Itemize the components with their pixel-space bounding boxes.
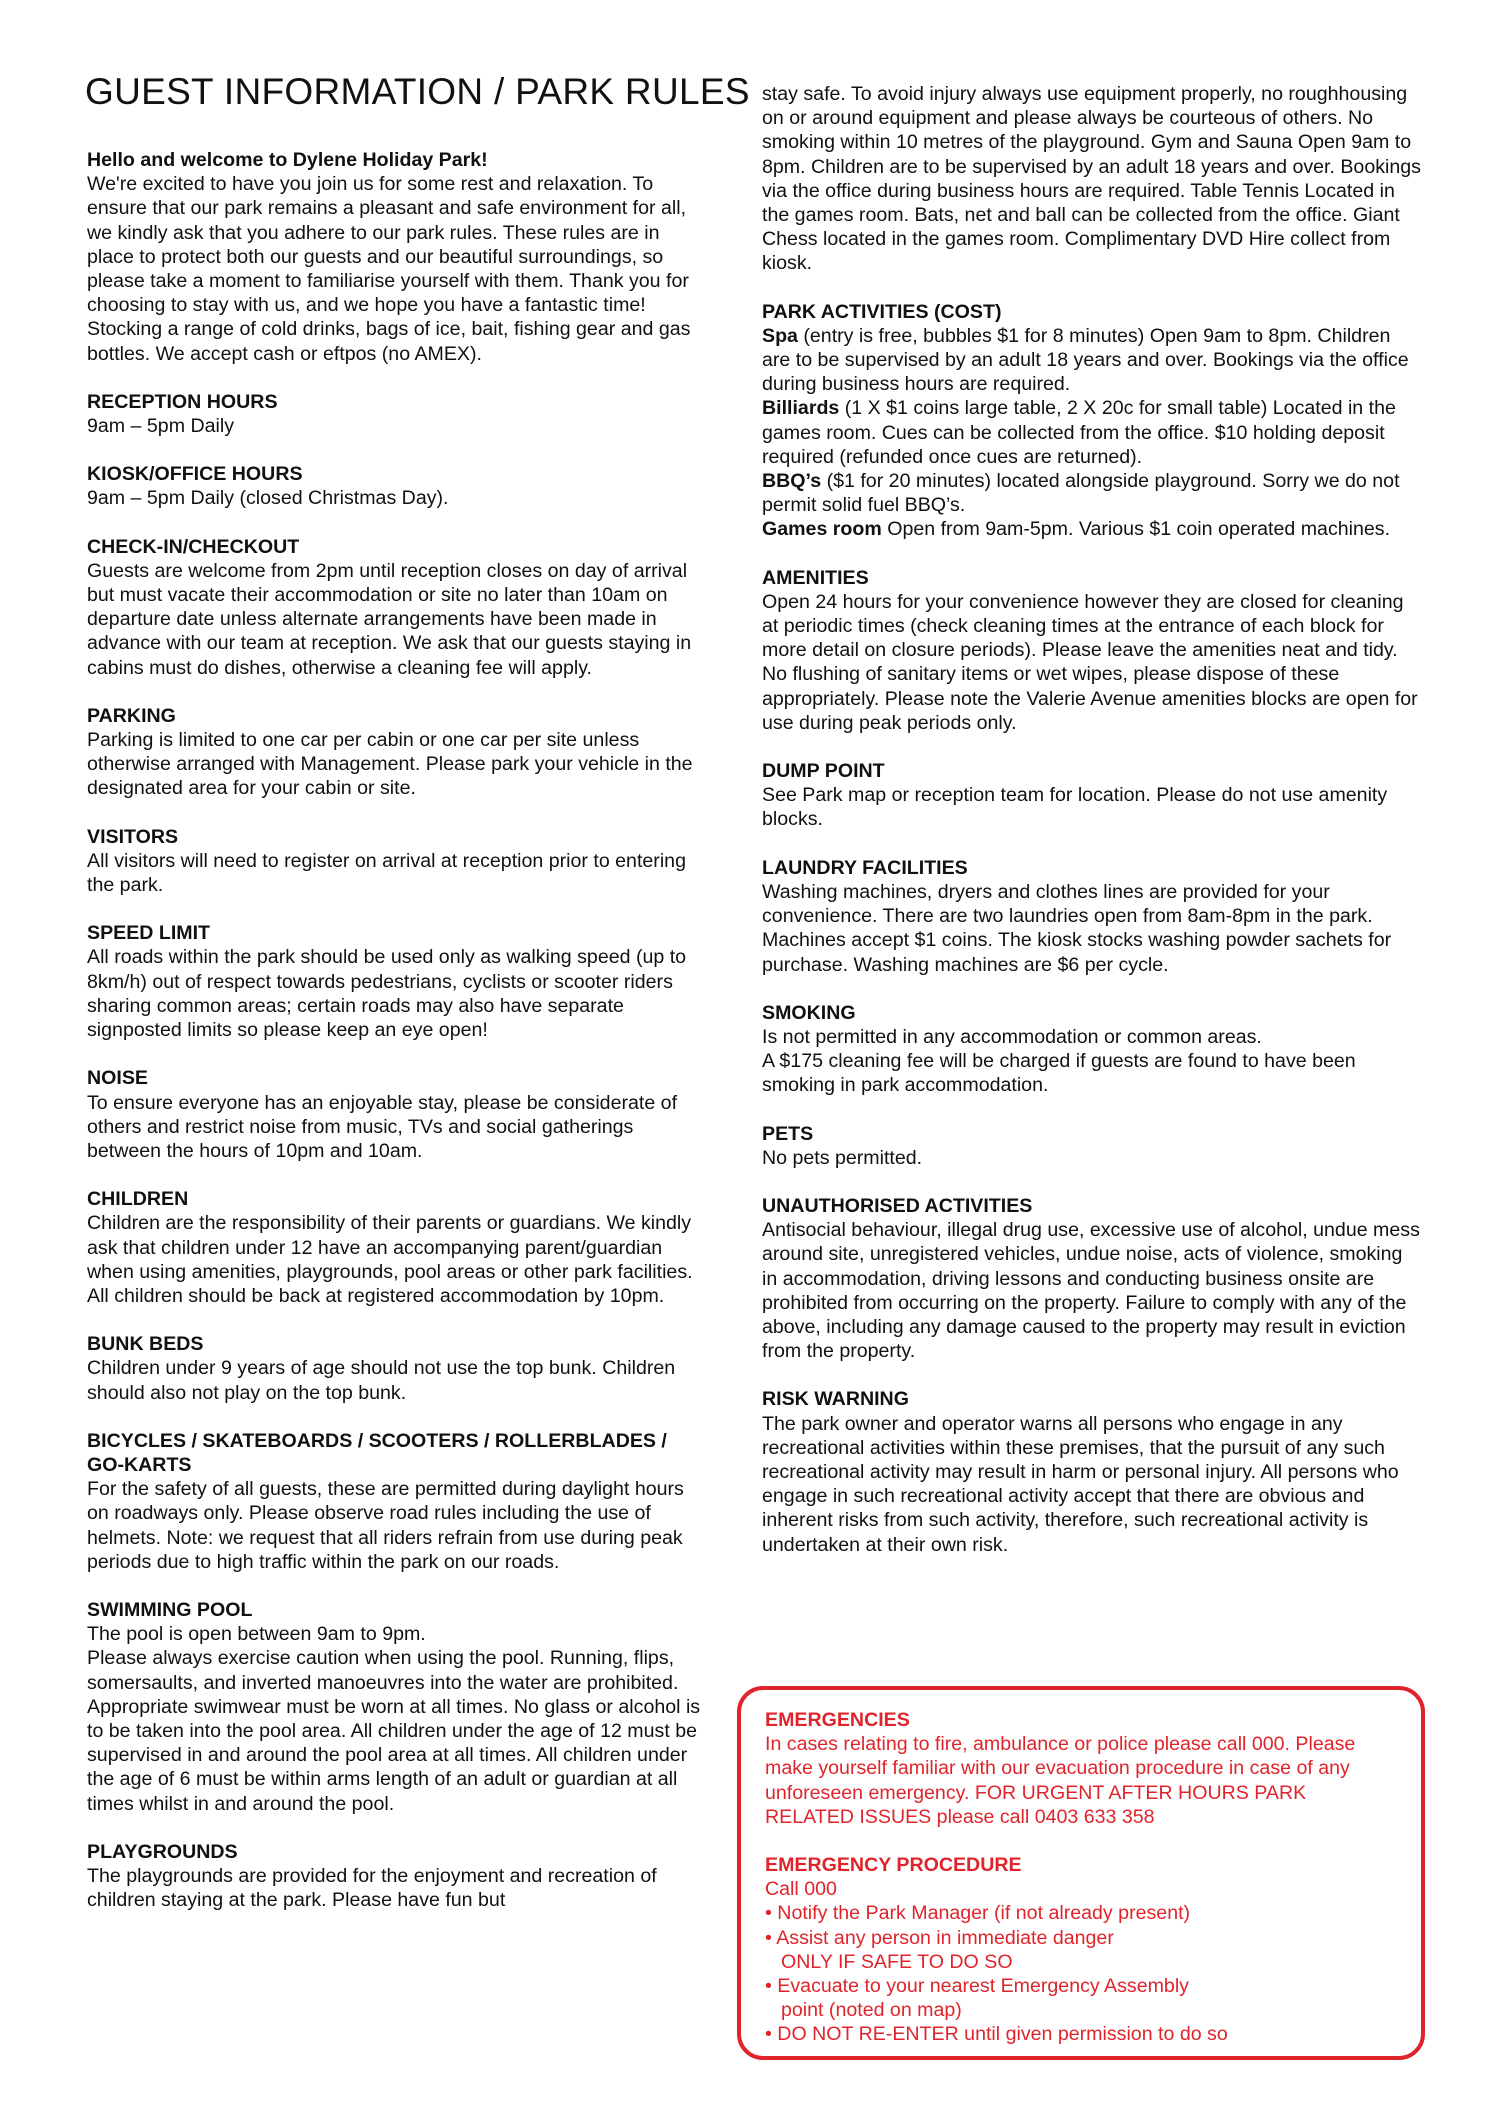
procedure-step [765,1926,1399,1974]
emergencies-heading: EMERGENCIES [765,1709,910,1731]
checkin-text: Guests are welcome from 2pm until reception closes on day of arrival but must vacate their accommodation or site no later than 10am on departure date unless alternate arrangements have been made in advance with our team at reception. We ask that our guests staying in cabins must do dishes, otherwise a cleaning fee will apply. [87,559,692,679]
pool-text: Please always exercise caution when using the pool. Running, flips, somersaults, and inverted manoeuvres into the water are prohibited. Appropriate swimwear must be worn at all times. No glass or alcohol is to be taken into the pool area. All children under the age of 12 must be supervised in and around the pool area at all times. All children under the age of 6 must be within arms length of an adult or guardian at all times whilst in and around the pool. [87,1647,701,1815]
visitors-section [87,825,707,898]
children-heading: CHILDREN [87,1188,189,1211]
dump-text: See Park map or reception team for location. Please do not use amenity blocks. [762,784,1388,831]
activities-section [762,300,1422,542]
unauthorised-section [762,1194,1422,1363]
smoking-heading: SMOKING [762,1001,856,1024]
checkin-section [87,535,707,680]
noise-heading: NOISE [87,1067,148,1090]
parking-section [87,704,707,801]
page-title: GUEST INFORMATION / PARK RULES [85,71,750,112]
reception-section [87,390,707,438]
amenities-text: Open 24 hours for your convenience however they are closed for cleaning at periodic times (check cleaning times at the entrance of each block for more detail on closure periods). Please leave the amenities neat and tidy. No flushing of sanitary items or wet wipes, please dispose of these appropriately. Please note the Valerie Avenue amenities blocks are open for use during peak periods only. [762,590,1418,734]
procedure-step [765,1901,1399,1925]
procedure-step-text: • DO NOT RE-ENTER until given permission to do so [765,2023,1228,2046]
procedure-heading: EMERGENCY PROCEDURE [765,1854,1022,1877]
games-room-label: Games room [762,518,882,541]
speed-heading: SPEED LIMIT [87,922,211,945]
procedure-step-note: ONLY IF SAFE TO DO SO [781,1950,1013,1973]
children-text: Children are the responsibility of their parents or guardians. We kindly ask that children under 12 have an accompanying parent/guardian when using amenities, playgrounds, pool areas or other park facilities. All children should be back at registered accommodation by 10pm. [87,1212,693,1307]
noise-section [87,1066,707,1163]
dump-section [762,759,1422,832]
bunk-text: Children under 9 years of age should not use the top bunk. Children should also not play on the top bunk. [87,1357,676,1404]
children-section [87,1187,707,1308]
laundry-text: Washing machines, dryers and clothes lines are provided for your convenience. There are two laundries open from 8am-8pm in the park. Machines accept $1 coins. The kiosk stocks washing powder sachets for purchase. Washing machines are $6 per cycle. [762,880,1392,976]
playgrounds-continued [762,82,1422,276]
spa-details: (entry is free, bubbles $1 for 8 minutes) Open 9am to 8pm. Children are to be supervised by an adult 18 years and over. Bookings via the office during business hours are required. [762,324,1409,396]
unauthorised-text: Antisocial behaviour, illegal drug use, excessive use of alcohol, undue mess around site, unregistered vehicles, undue noise, acts of violence, smoking in accommodation, driving lessons and conducting business onsite are prohibited from occurring on the property. Failure to comply with any of the above, including any damage caused to the property may result in eviction from the property. [762,1219,1420,1363]
pets-section [762,1122,1422,1170]
kiosk-section [87,462,707,510]
welcome-text: We're excited to have you join us for some rest and relaxation. To ensure that our park remains a pleasant and safe environment for all, we kindly ask that you adhere to our park rules. These rules are in place to protect both our guests and our beautiful surroundings, so please take a moment to familiarise yourself with them. Thank you for choosing to stay with us, and we hope you have a fantastic time! Stocking a range of cold drinks, bags of ice, bait, fishing gear and gas bottles. We accept cash or eftpos (no AMEX). [87,173,691,365]
noise-text: To ensure everyone has an enjoyable stay, please be considerate of others and restrict noise from music, TVs and social gatherings between the hours of 10pm and 10am. [87,1091,678,1162]
parking-text: Parking is limited to one car per cabin or one car per site unless otherwise arranged with Management. Please park your vehicle in the designated area for your cabin or site. [87,729,693,800]
smoking-fee-text: A $175 cleaning fee will be charged if guests are found to have been smoking in park accommodation. [762,1050,1356,1097]
kiosk-text: 9am – 5pm Daily (closed Christmas Day). [87,487,449,510]
checkin-heading: CHECK-IN/CHECKOUT [87,535,300,558]
emergency-box [737,1686,1425,2060]
procedure-step-note: point (noted on map) [781,1999,962,2022]
parking-heading: PARKING [87,704,176,727]
playgrounds-heading: PLAYGROUNDS [87,1840,238,1863]
laundry-heading: LAUNDRY FACILITIES [762,856,968,879]
games-room-details: Open from 9am-5pm. Various $1 coin operated machines. [881,518,1391,541]
welcome-heading: Hello and welcome to Dylene Holiday Park! [87,149,488,171]
speed-section [87,921,707,1042]
risk-text: The park owner and operator warns all persons who engage in any recreational activities within these premises, that the pursuit of any such recreational activity may result in harm or personal injury. All persons who engage in such recreational activity accept that there are obvious and inherent risks from such activity, therefore, such recreational activity is undertaken at their own risk. [762,1412,1399,1556]
visitors-text: All visitors will need to register on arrival at reception prior to entering the park. [87,849,686,897]
speed-text: All roads within the park should be used only as walking speed (up to 8km/h) out of respect towards pedestrians, cyclists or scooter riders sharing common areas; certain roads may also have separate signposted limits so please keep an eye open! [87,946,687,1042]
bbq-text [762,469,1422,517]
pets-text: No pets permitted. [762,1146,923,1169]
laundry-section [762,856,1422,977]
amenities-section [762,566,1422,735]
pool-heading: SWIMMING POOL [87,1598,253,1621]
billiards-label: Billiards [762,397,840,420]
bunk-section [87,1332,707,1405]
kiosk-heading: KIOSK/OFFICE HOURS [87,463,303,486]
procedure-call: Call 000 [765,1878,837,1901]
smoking-section [762,1001,1422,1098]
amenities-heading: AMENITIES [762,566,869,589]
reception-text: 9am – 5pm Daily [87,415,235,438]
left-column [87,148,707,1936]
playgrounds-text-start: The playgrounds are provided for the enjoyment and recreation of children staying at the park. Please have fun but [87,1864,657,1912]
playgrounds-section [87,1840,707,1913]
pool-section [87,1598,707,1816]
spa-text [762,324,1422,397]
dump-heading: DUMP POINT [762,760,885,783]
playgrounds-text-continued: stay safe. To avoid injury always use equipment properly, no roughhousing on or around equipment and please always be courteous of others. No smoking within 10 metres of the playground. Gym and Sauna Open 9am to 8pm. Children are to be supervised by an adult 18 years and over. Bookings via the office during business hours are required. Table Tennis Located in the games room. Bats, net and ball can be collected from the office. Giant Chess located in the games room. Complimentary DVD Hire collect from kiosk. [762,83,1421,275]
billiards-text [762,396,1422,469]
bbq-details: ($1 for 20 minutes) located alongside playground. Sorry we do not permit solid fuel BBQ’s. [762,470,1400,517]
visitors-heading: VISITORS [87,825,179,848]
pets-heading: PETS [762,1122,814,1145]
pool-hours: The pool is open between 9am to 9pm. [87,1623,426,1646]
games-room-text [762,517,1422,541]
intro-section [87,148,707,366]
procedure-step-text: • Assist any person in immediate danger [765,1926,1114,1949]
procedure-step-text: • Evacuate to your nearest Emergency Assembly [765,1975,1189,1998]
procedure-step [765,1974,1399,2022]
bicycles-section [87,1429,707,1574]
smoking-text: Is not permitted in any accommodation or common areas. [762,1025,1262,1048]
activities-heading: PARK ACTIVITIES (COST) [762,300,1002,323]
spacer [765,1829,1399,1853]
procedure-steps [765,1901,1399,2046]
risk-heading: RISK WARNING [762,1388,909,1411]
bicycles-text: For the safety of all guests, these are permitted during daylight hours on roadways only. Please observe road rules including the use of helmets. Note: we request that all riders refrain from use during peak periods due to high traffic within the park on our roads. [87,1478,684,1573]
unauthorised-heading: UNAUTHORISED ACTIVITIES [762,1194,1033,1217]
procedure-step [765,2022,1399,2046]
risk-section [762,1387,1422,1556]
reception-heading: RECEPTION HOURS [87,390,278,413]
spa-label: Spa [762,324,798,347]
billiards-details: (1 X $1 coins large table, 2 X 20c for small table) Located in the games room. Cues can be collected from the office. $10 holding deposit required (refunded once cues are returned). [762,397,1396,468]
procedure-step-text: • Notify the Park Manager (if not already present) [765,1902,1191,1925]
right-column [762,82,1422,1581]
emergencies-text: In cases relating to fire, ambulance or police please call 000. Please make yourself familiar with our evacuation procedure in case of any unforeseen emergency. FOR URGENT AFTER HOURS PARK RELATED ISSUES please call 0403 633 358 [765,1733,1356,1828]
bbq-label: BBQ’s [762,470,822,493]
bunk-heading: BUNK BEDS [87,1333,204,1356]
bicycles-heading: BICYCLES / SKATEBOARDS / SCOOTERS / ROLLERBLADES / GO-KARTS [87,1429,667,1476]
